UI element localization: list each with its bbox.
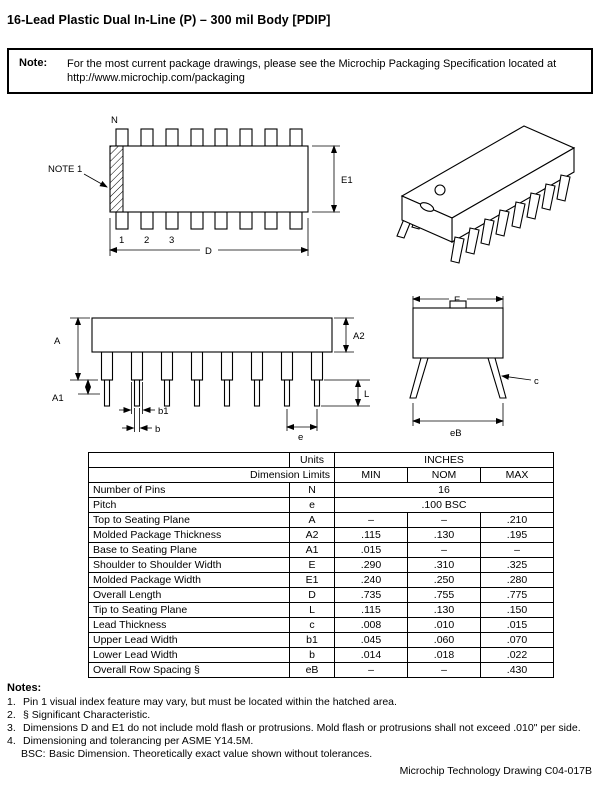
dim-name-cell: Tip to Seating Plane bbox=[89, 603, 290, 618]
table-row bbox=[89, 573, 554, 588]
dim-value-cell: .240 bbox=[335, 573, 408, 588]
note-text: Pin 1 visual index feature may vary, but must be located within the hatched area. bbox=[23, 696, 397, 708]
note-box-line1: For the most current package drawings, please see the Microchip Packaging Specification located at bbox=[67, 58, 557, 70]
dim-label-a2: A2 bbox=[353, 331, 365, 342]
max-header: MAX bbox=[481, 468, 554, 483]
note-item-bsc bbox=[7, 748, 593, 761]
footer-drawing-number: Microchip Technology Drawing C04-017B bbox=[399, 765, 592, 777]
table-row bbox=[89, 618, 554, 633]
dim-value-cell: .290 bbox=[335, 558, 408, 573]
dim-name-cell: Lead Thickness bbox=[89, 618, 290, 633]
dim-value-cell: .755 bbox=[408, 588, 481, 603]
dim-label-d: D bbox=[205, 246, 212, 257]
dim-value-cell: .150 bbox=[481, 603, 554, 618]
dim-value-cell: .070 bbox=[481, 633, 554, 648]
dim-symbol-cell: A bbox=[290, 513, 335, 528]
dim-value-cell: – bbox=[481, 543, 554, 558]
end-view-notch bbox=[450, 301, 466, 308]
top-view-upper-pins bbox=[116, 129, 302, 146]
dim-value-cell: .280 bbox=[481, 573, 554, 588]
dim-symbol-cell: N bbox=[290, 483, 335, 498]
note-text: Basic Dimension. Theoretically exact value shown without tolerances. bbox=[49, 748, 373, 760]
dim-name-cell: Overall Length bbox=[89, 588, 290, 603]
dim-name-cell: Molded Package Thickness bbox=[89, 528, 290, 543]
nom-header: NOM bbox=[408, 468, 481, 483]
inches-header: INCHES bbox=[335, 453, 554, 468]
note1-callout: NOTE 1 bbox=[48, 164, 83, 175]
dim-value-cell: .735 bbox=[335, 588, 408, 603]
isometric-view-drawing bbox=[352, 100, 592, 270]
dim-label-a: A bbox=[54, 336, 61, 347]
note-item-4 bbox=[7, 735, 593, 748]
dim-value-cell: .045 bbox=[335, 633, 408, 648]
table-header-row-units bbox=[89, 453, 554, 468]
dim-value-cell: .015 bbox=[481, 618, 554, 633]
note-number: 4. bbox=[7, 735, 16, 747]
dim-value-cell: .310 bbox=[408, 558, 481, 573]
side-view-drawing bbox=[42, 288, 387, 448]
dim-label-e1: E1 bbox=[341, 175, 353, 186]
dim-value-cell: .115 bbox=[335, 603, 408, 618]
dim-label-eb: eB bbox=[450, 428, 462, 439]
dim-value-cell: .775 bbox=[481, 588, 554, 603]
dim-label-l: L bbox=[364, 389, 370, 400]
table-row bbox=[89, 528, 554, 543]
note-number: BSC: bbox=[21, 748, 46, 760]
dim-value-cell: .130 bbox=[408, 603, 481, 618]
dim-symbol-cell: b1 bbox=[290, 633, 335, 648]
pin1-hatched-area bbox=[110, 146, 123, 212]
dim-value-cell: .018 bbox=[408, 648, 481, 663]
table-row bbox=[89, 588, 554, 603]
table-row bbox=[89, 513, 554, 528]
dim-name-cell: Lower Lead Width bbox=[89, 648, 290, 663]
dim-value-cell: .195 bbox=[481, 528, 554, 543]
notes-section bbox=[7, 682, 593, 761]
dim-name-cell: Overall Row Spacing § bbox=[89, 663, 290, 678]
dim-symbol-cell: A2 bbox=[290, 528, 335, 543]
dim-value-cell: 16 bbox=[335, 483, 554, 498]
dim-value-cell: .100 BSC bbox=[335, 498, 554, 513]
dim-name-cell: Pitch bbox=[89, 498, 290, 513]
dim-label-b: b bbox=[155, 424, 161, 435]
units-header: Units bbox=[290, 453, 335, 468]
note-item-1 bbox=[7, 696, 593, 709]
top-view-drawing bbox=[38, 106, 370, 274]
side-view-leads bbox=[102, 352, 323, 406]
dim-value-cell: .022 bbox=[481, 648, 554, 663]
dim-symbol-cell: eB bbox=[290, 663, 335, 678]
package-body-side-view bbox=[92, 318, 332, 352]
dim-label-e: e bbox=[298, 432, 304, 443]
dim-value-cell: – bbox=[408, 663, 481, 678]
dim-value-cell: – bbox=[335, 513, 408, 528]
dim-value-cell: .210 bbox=[481, 513, 554, 528]
dim-value-cell: – bbox=[408, 543, 481, 558]
dim-symbol-cell: E1 bbox=[290, 573, 335, 588]
dim-name-cell: Top to Seating Plane bbox=[89, 513, 290, 528]
dim-label-a1: A1 bbox=[52, 393, 64, 404]
dim-name-cell: Molded Package Width bbox=[89, 573, 290, 588]
dim-symbol-cell: c bbox=[290, 618, 335, 633]
package-body-top-view bbox=[110, 146, 308, 212]
table-row bbox=[89, 498, 554, 513]
table-row bbox=[89, 483, 554, 498]
top-view-lower-pins bbox=[116, 212, 302, 229]
dim-symbol-cell: E bbox=[290, 558, 335, 573]
dim-label-b1: b1 bbox=[158, 406, 169, 417]
dim-name-cell: Base to Seating Plane bbox=[89, 543, 290, 558]
note-box-text bbox=[67, 57, 556, 85]
min-header: MIN bbox=[335, 468, 408, 483]
dim-value-cell: .014 bbox=[335, 648, 408, 663]
note-box-label: Note: bbox=[19, 57, 48, 69]
dimension-table bbox=[88, 452, 554, 678]
notes-heading: Notes: bbox=[7, 682, 42, 694]
note-number: 2. bbox=[7, 709, 16, 721]
dim-label-n: N bbox=[111, 115, 118, 126]
dim-value-cell: .325 bbox=[481, 558, 554, 573]
table-row bbox=[89, 603, 554, 618]
dim-symbol-cell: L bbox=[290, 603, 335, 618]
dim-name-cell: Upper Lead Width bbox=[89, 633, 290, 648]
package-body-end-view bbox=[413, 308, 503, 358]
note-item-2 bbox=[7, 709, 593, 722]
table-row bbox=[89, 648, 554, 663]
dim-symbol-cell: D bbox=[290, 588, 335, 603]
dim-label-c: c bbox=[534, 376, 539, 387]
pin-number-1: 1 bbox=[119, 235, 125, 246]
table-row bbox=[89, 633, 554, 648]
iso-pin1-indicator bbox=[435, 185, 445, 195]
table-row bbox=[89, 558, 554, 573]
dim-symbol-cell: e bbox=[290, 498, 335, 513]
dimension-table-body bbox=[89, 483, 554, 678]
note-box bbox=[7, 48, 593, 94]
dim-value-cell: .015 bbox=[335, 543, 408, 558]
dim-value-cell: .060 bbox=[408, 633, 481, 648]
table-header-row-limits bbox=[89, 468, 554, 483]
note-number: 3. bbox=[7, 722, 16, 734]
end-view-drawing bbox=[388, 286, 558, 441]
page-title: 16-Lead Plastic Dual In-Line (P) – 300 mil Body [PDIP] bbox=[7, 13, 331, 27]
dim-value-cell: .250 bbox=[408, 573, 481, 588]
dim-value-cell: .115 bbox=[335, 528, 408, 543]
dim-value-cell: .008 bbox=[335, 618, 408, 633]
note-text: Dimensioning and tolerancing per ASME Y14.5M. bbox=[23, 735, 254, 747]
note-text: Dimensions D and E1 do not include mold flash or protrusions. Mold flash or protrusions shall not exceed .010" per side. bbox=[23, 722, 581, 734]
dim-symbol-cell: b bbox=[290, 648, 335, 663]
empty-header-cell bbox=[89, 453, 290, 468]
dimension-limits-header: Dimension Limits bbox=[89, 468, 335, 483]
pin-number-3: 3 bbox=[169, 235, 175, 246]
dim-value-cell: .130 bbox=[408, 528, 481, 543]
dim-value-cell: .430 bbox=[481, 663, 554, 678]
note-item-3 bbox=[7, 722, 593, 735]
dim-value-cell: – bbox=[408, 513, 481, 528]
note-number: 1. bbox=[7, 696, 16, 708]
note-text: § Significant Characteristic. bbox=[23, 709, 151, 721]
end-view-left-lead bbox=[410, 358, 428, 398]
end-view-right-lead bbox=[488, 358, 506, 398]
dim-name-cell: Number of Pins bbox=[89, 483, 290, 498]
note-box-url[interactable]: http://www.microchip.com/packaging bbox=[67, 72, 245, 84]
dim-value-cell: – bbox=[335, 663, 408, 678]
dim-value-cell: .010 bbox=[408, 618, 481, 633]
pin-number-2: 2 bbox=[144, 235, 150, 246]
dim-symbol-cell: A1 bbox=[290, 543, 335, 558]
dim-name-cell: Shoulder to Shoulder Width bbox=[89, 558, 290, 573]
table-row bbox=[89, 663, 554, 678]
table-row bbox=[89, 543, 554, 558]
